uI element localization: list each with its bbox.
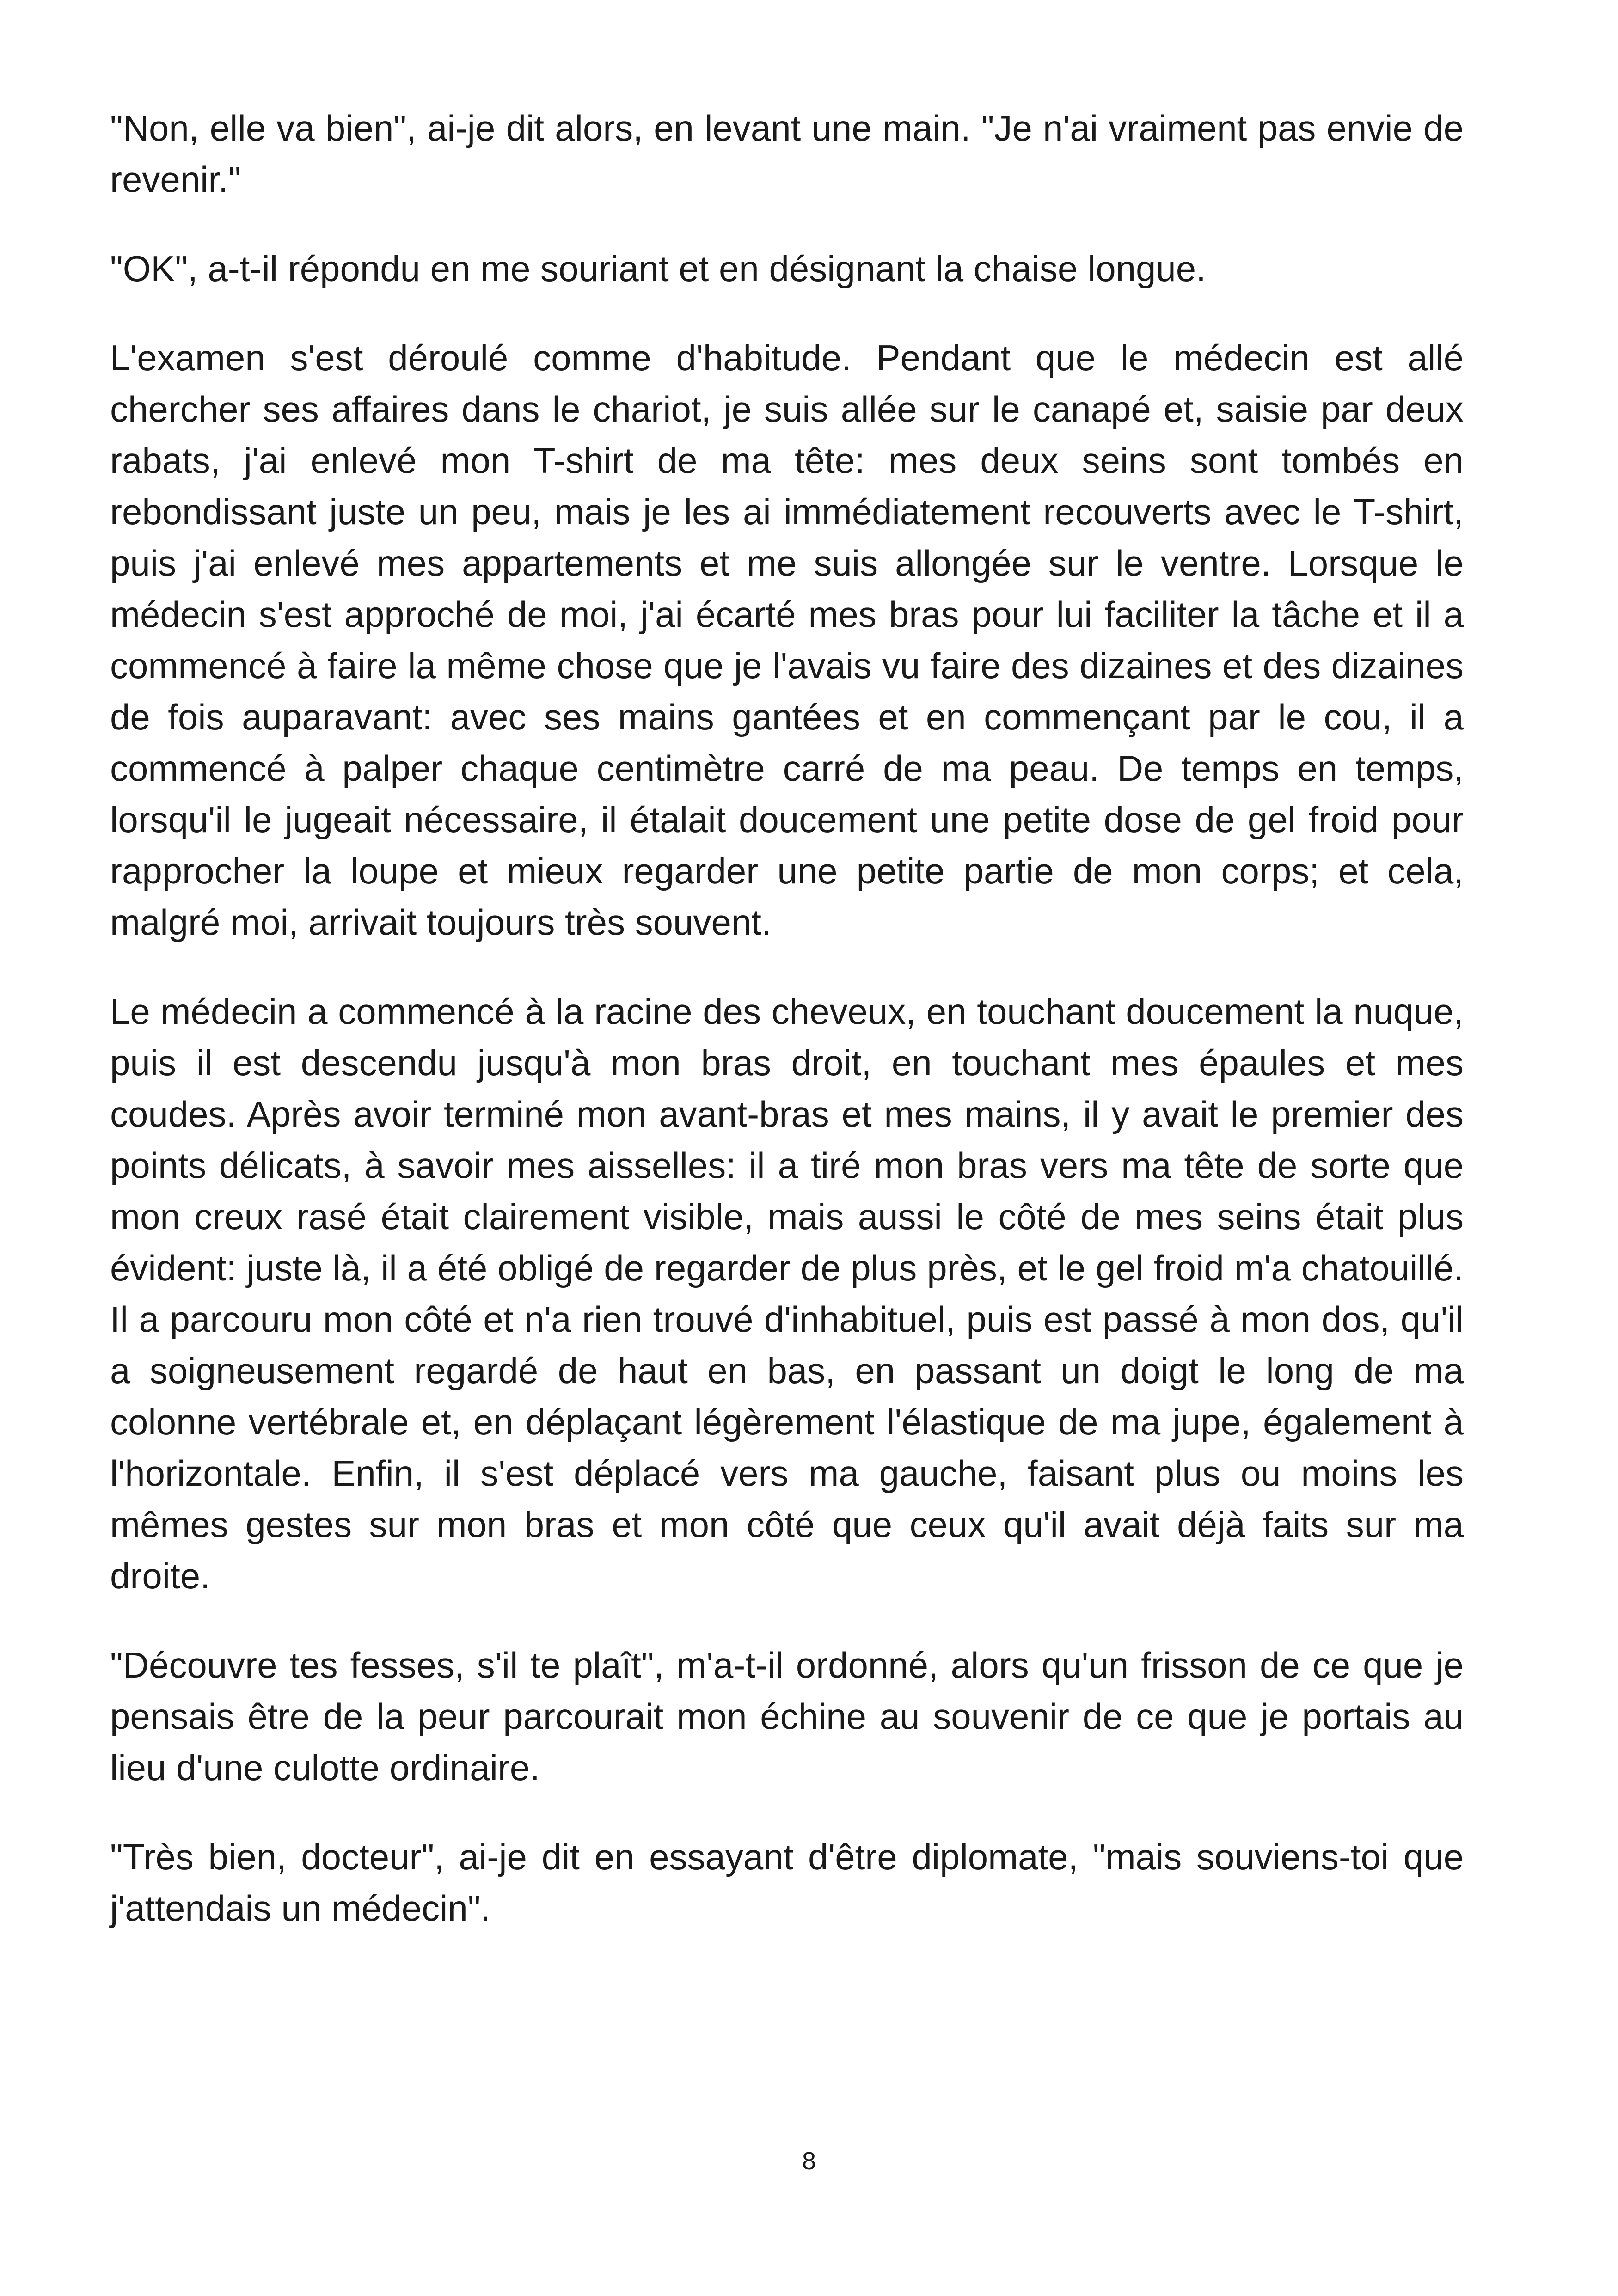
paragraph: L'examen s'est déroulé comme d'habitude. Pendant que le médecin est allé chercher ses affaires dans le chariot, je suis allée sur le canapé et, saisie par deux rabats, j'ai enlevé mon T-shirt de ma tête: mes deux seins sont tombés en rebondissant juste un peu, mais je les ai immédiatement recouverts avec le T-shirt, puis j'ai enlevé mes appartements et me suis allongée sur le ventre. Lorsque le médecin s'est approché de moi, j'ai écarté mes bras pour lui faciliter la tâche et il a commencé à faire la même chose que je l'avais vu faire des dizaines et des dizaines de fois auparavant: avec ses mains gantées et en commençant par le cou, il a commencé à palper chaque centimètre carré de ma peau. De temps en temps, lorsqu'il le jugeait nécessaire, il étalait doucement une petite dose de gel froid pour rapprocher la loupe et mieux regarder une petite partie de mon corps; et cela, malgré moi, arrivait toujours très souvent. bbox=[110, 337, 1464, 943]
paragraph: "Non, elle va bien", ai-je dit alors, en levant une main. "Je n'ai vraiment pas envie de revenir." bbox=[110, 108, 1464, 200]
page-number: 8 bbox=[802, 2147, 816, 2175]
paragraph: "Très bien, docteur", ai-je dit en essayant d'être diplomate, "mais souviens-toi que j'attendais un médecin". bbox=[110, 1837, 1464, 1929]
paragraph: "OK", a-t-il répondu en me souriant et en désignant la chaise longue. bbox=[110, 248, 1206, 289]
paragraph: Le médecin a commencé à la racine des cheveux, en touchant doucement la nuque, puis il est descendu jusqu'à mon bras droit, en touchant mes épaules et mes coudes. Après avoir terminé mon avant-bras et mes mains, il y avait le premier des points délicats, à savoir mes aisselles: il a tiré mon bras vers ma tête de sorte que mon creux rasé était clairement visible, mais aussi le côté de mes seins était plus évident: juste là, il a été obligé de regarder de plus près, et le gel froid m'a chatouillé. Il a parcouru mon côté et n'a rien trouvé d'inhabituel, puis est passé à mon dos, qu'il a soigneusement regardé de haut en bas, en passant un doigt le long de ma colonne vertébrale et, en déplaçant légèrement l'élastique de ma jupe, également à l'horizontale. Enfin, il s'est déplacé vers ma gauche, faisant plus ou moins les mêmes gestes sur mon bras et mon côté que ceux qu'il avait déjà faits sur ma droite. bbox=[110, 991, 1464, 1596]
body-text bbox=[110, 103, 1464, 1972]
paragraph: "Découvre tes fesses, s'il te plaît", m'a-t-il ordonné, alors qu'un frisson de ce que je pensais être de la peur parcourait mon échine au souvenir de ce que je portais au lieu d'une culotte ordinaire. bbox=[110, 1645, 1464, 1788]
